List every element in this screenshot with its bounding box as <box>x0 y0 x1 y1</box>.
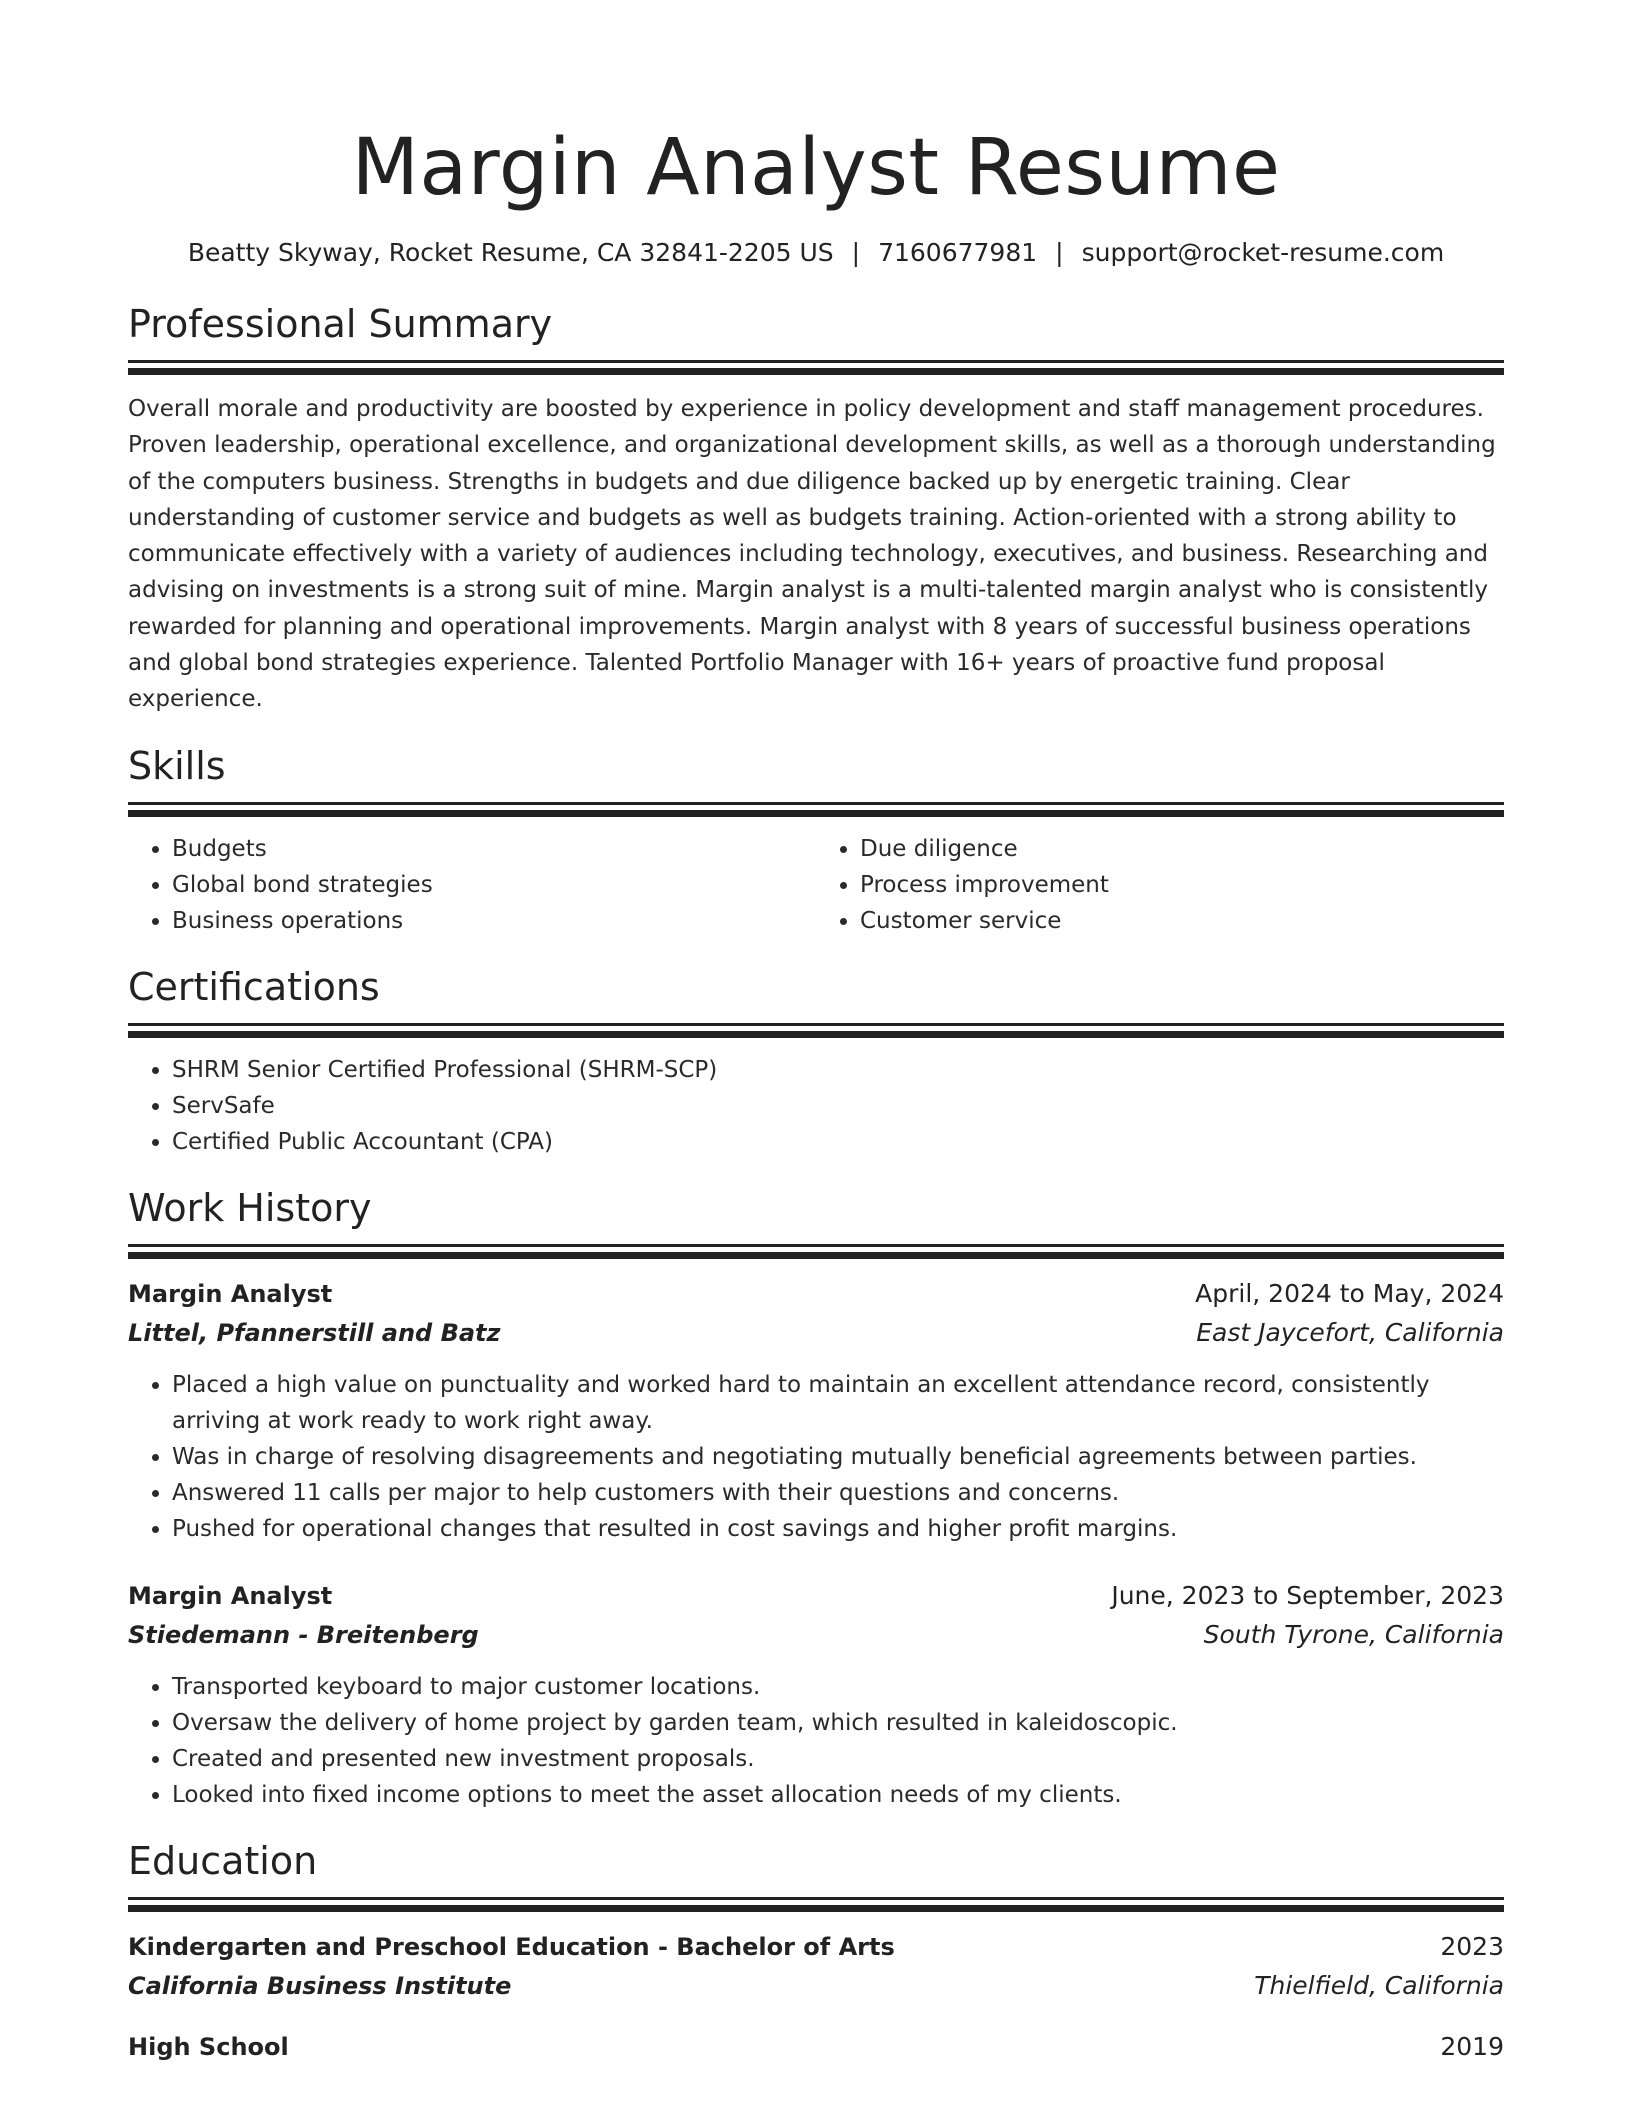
certifications-list <box>128 1052 1504 1160</box>
job-company: Stiedemann - Breitenberg <box>128 1620 479 1649</box>
education-header <box>128 2028 1504 2066</box>
section-divider <box>128 1244 1504 1247</box>
job-subheader <box>128 1313 1504 1353</box>
section-divider-thick <box>128 1905 1504 1912</box>
education-entry <box>128 1928 1504 2006</box>
job-bullet: • Placed a high value on punctuality and worked hard to maintain an excellent attendance record, consistently arriving at work ready to work right away. <box>172 1367 1504 1439</box>
section-title-certifications: Certifications <box>128 964 380 1009</box>
education-year: 2019 <box>1440 2031 1504 2061</box>
section-title-summary: Professional Summary <box>128 302 553 346</box>
skill-item: • Due diligence <box>860 831 1504 867</box>
skills-column-right <box>816 831 1504 939</box>
skill-item: • Customer service <box>860 903 1504 939</box>
contact-separator: | <box>851 238 861 267</box>
certification-item: • Certified Public Accountant (CPA) <box>172 1124 1504 1160</box>
job-bullet: • Oversaw the delivery of home project by garden team, which resulted in kaleidoscopic. <box>172 1705 1504 1741</box>
job-title: Margin Analyst <box>128 1279 333 1308</box>
section-title-education: Education <box>128 1838 318 1883</box>
skills-section <box>128 742 1504 939</box>
skill-item: • Global bond strategies <box>172 867 816 903</box>
section-divider <box>128 1897 1504 1900</box>
contact-separator: | <box>1055 238 1064 267</box>
resume-page <box>128 0 1504 2066</box>
section-title-work: Work History <box>128 1185 372 1230</box>
section-divider-thick <box>128 1031 1504 1038</box>
education-section <box>128 1837 1504 2066</box>
section-divider <box>128 1023 1504 1026</box>
skill-item: • Budgets <box>172 831 816 867</box>
job-bullet: • Transported keyboard to major customer locations. <box>172 1669 1504 1705</box>
education-location: Thielfield, California <box>1254 1970 1504 2000</box>
job-bullet: • Answered 11 calls per major to help customers with their questions and concerns. <box>172 1475 1504 1511</box>
section-divider-thick <box>128 368 1504 375</box>
job-bullet: • Was in charge of resolving disagreements and negotiating mutually beneficial agreements between parties. <box>172 1439 1504 1475</box>
education-entry <box>128 2028 1504 2066</box>
job-subheader <box>128 1615 1504 1655</box>
education-school: California Business Institute <box>128 1971 512 2000</box>
job-title: Margin Analyst <box>128 1581 333 1610</box>
summary-section <box>128 300 1504 718</box>
contact-email: support@rocket-resume.com <box>1081 238 1445 267</box>
job-location: East Jaycefort, California <box>1196 1317 1504 1347</box>
certification-item: • SHRM Senior Certified Professional (SHRM-SCP) <box>172 1052 1504 1088</box>
resume-title: Margin Analyst Resume <box>351 123 1281 213</box>
education-year: 2023 <box>1440 1931 1504 1961</box>
job-entry <box>128 1275 1504 1547</box>
skill-item: • Business operations <box>172 903 816 939</box>
job-dates: April, 2024 to May, 2024 <box>1195 1278 1504 1308</box>
job-bullet: • Looked into fixed income options to meet the asset allocation needs of my clients. <box>172 1777 1504 1813</box>
job-header <box>128 1577 1504 1615</box>
contact-phone: 7160677981 <box>878 238 1038 267</box>
education-subheader <box>128 1966 1504 2006</box>
job-dates: June, 2023 to September, 2023 <box>1111 1580 1504 1610</box>
certification-item: • ServSafe <box>172 1088 1504 1124</box>
education-degree: Kindergarten and Preschool Education - Bachelor of Arts <box>128 1932 895 1961</box>
section-divider <box>128 802 1504 805</box>
skill-item: • Process improvement <box>860 867 1504 903</box>
job-bullets <box>128 1367 1504 1547</box>
job-entry <box>128 1577 1504 1813</box>
job-bullet: • Created and presented new investment proposals. <box>172 1741 1504 1777</box>
work-history-section <box>128 1184 1504 1813</box>
job-bullets <box>128 1669 1504 1813</box>
contact-address: Beatty Skyway, Rocket Resume, CA 32841-2205 US <box>187 238 834 267</box>
contact-line <box>128 236 1504 270</box>
job-bullet: • Pushed for operational changes that resulted in cost savings and higher profit margins. <box>172 1511 1504 1547</box>
skills-list <box>128 831 1504 939</box>
section-divider <box>128 360 1504 363</box>
section-divider-thick <box>128 1252 1504 1259</box>
certifications-section <box>128 963 1504 1160</box>
job-company: Littel, Pfannerstill and Batz <box>128 1318 501 1347</box>
section-title-skills: Skills <box>128 743 226 788</box>
summary-text: Overall morale and productivity are boosted by experience in policy development and staff management procedures. Proven leadership, operational excellence, and organizational development skills, as well as a thorough understanding of the computers business. Strengths in budgets and due diligence backed up by energetic training. Clear understanding of customer service and budgets as well as budgets training. Action-oriented with a strong ability to communicate effectively with a variety of audiences including technology, executives, and business. Researching and advising on investments is a strong suit of mine. Margin analyst is a multi-talented margin analyst who is consistently rewarded for planning and operational improvements. Margin analyst with 8 years of successful business operations and global bond strategies experience. Talented Portfolio Manager with 16+ years of proactive fund proposal experience. <box>128 396 1496 713</box>
education-degree: High School <box>128 2032 289 2061</box>
education-header <box>128 1928 1504 1966</box>
skills-column-left <box>128 831 816 939</box>
section-divider-thick <box>128 810 1504 817</box>
job-header <box>128 1275 1504 1313</box>
job-location: South Tyrone, California <box>1203 1619 1504 1649</box>
